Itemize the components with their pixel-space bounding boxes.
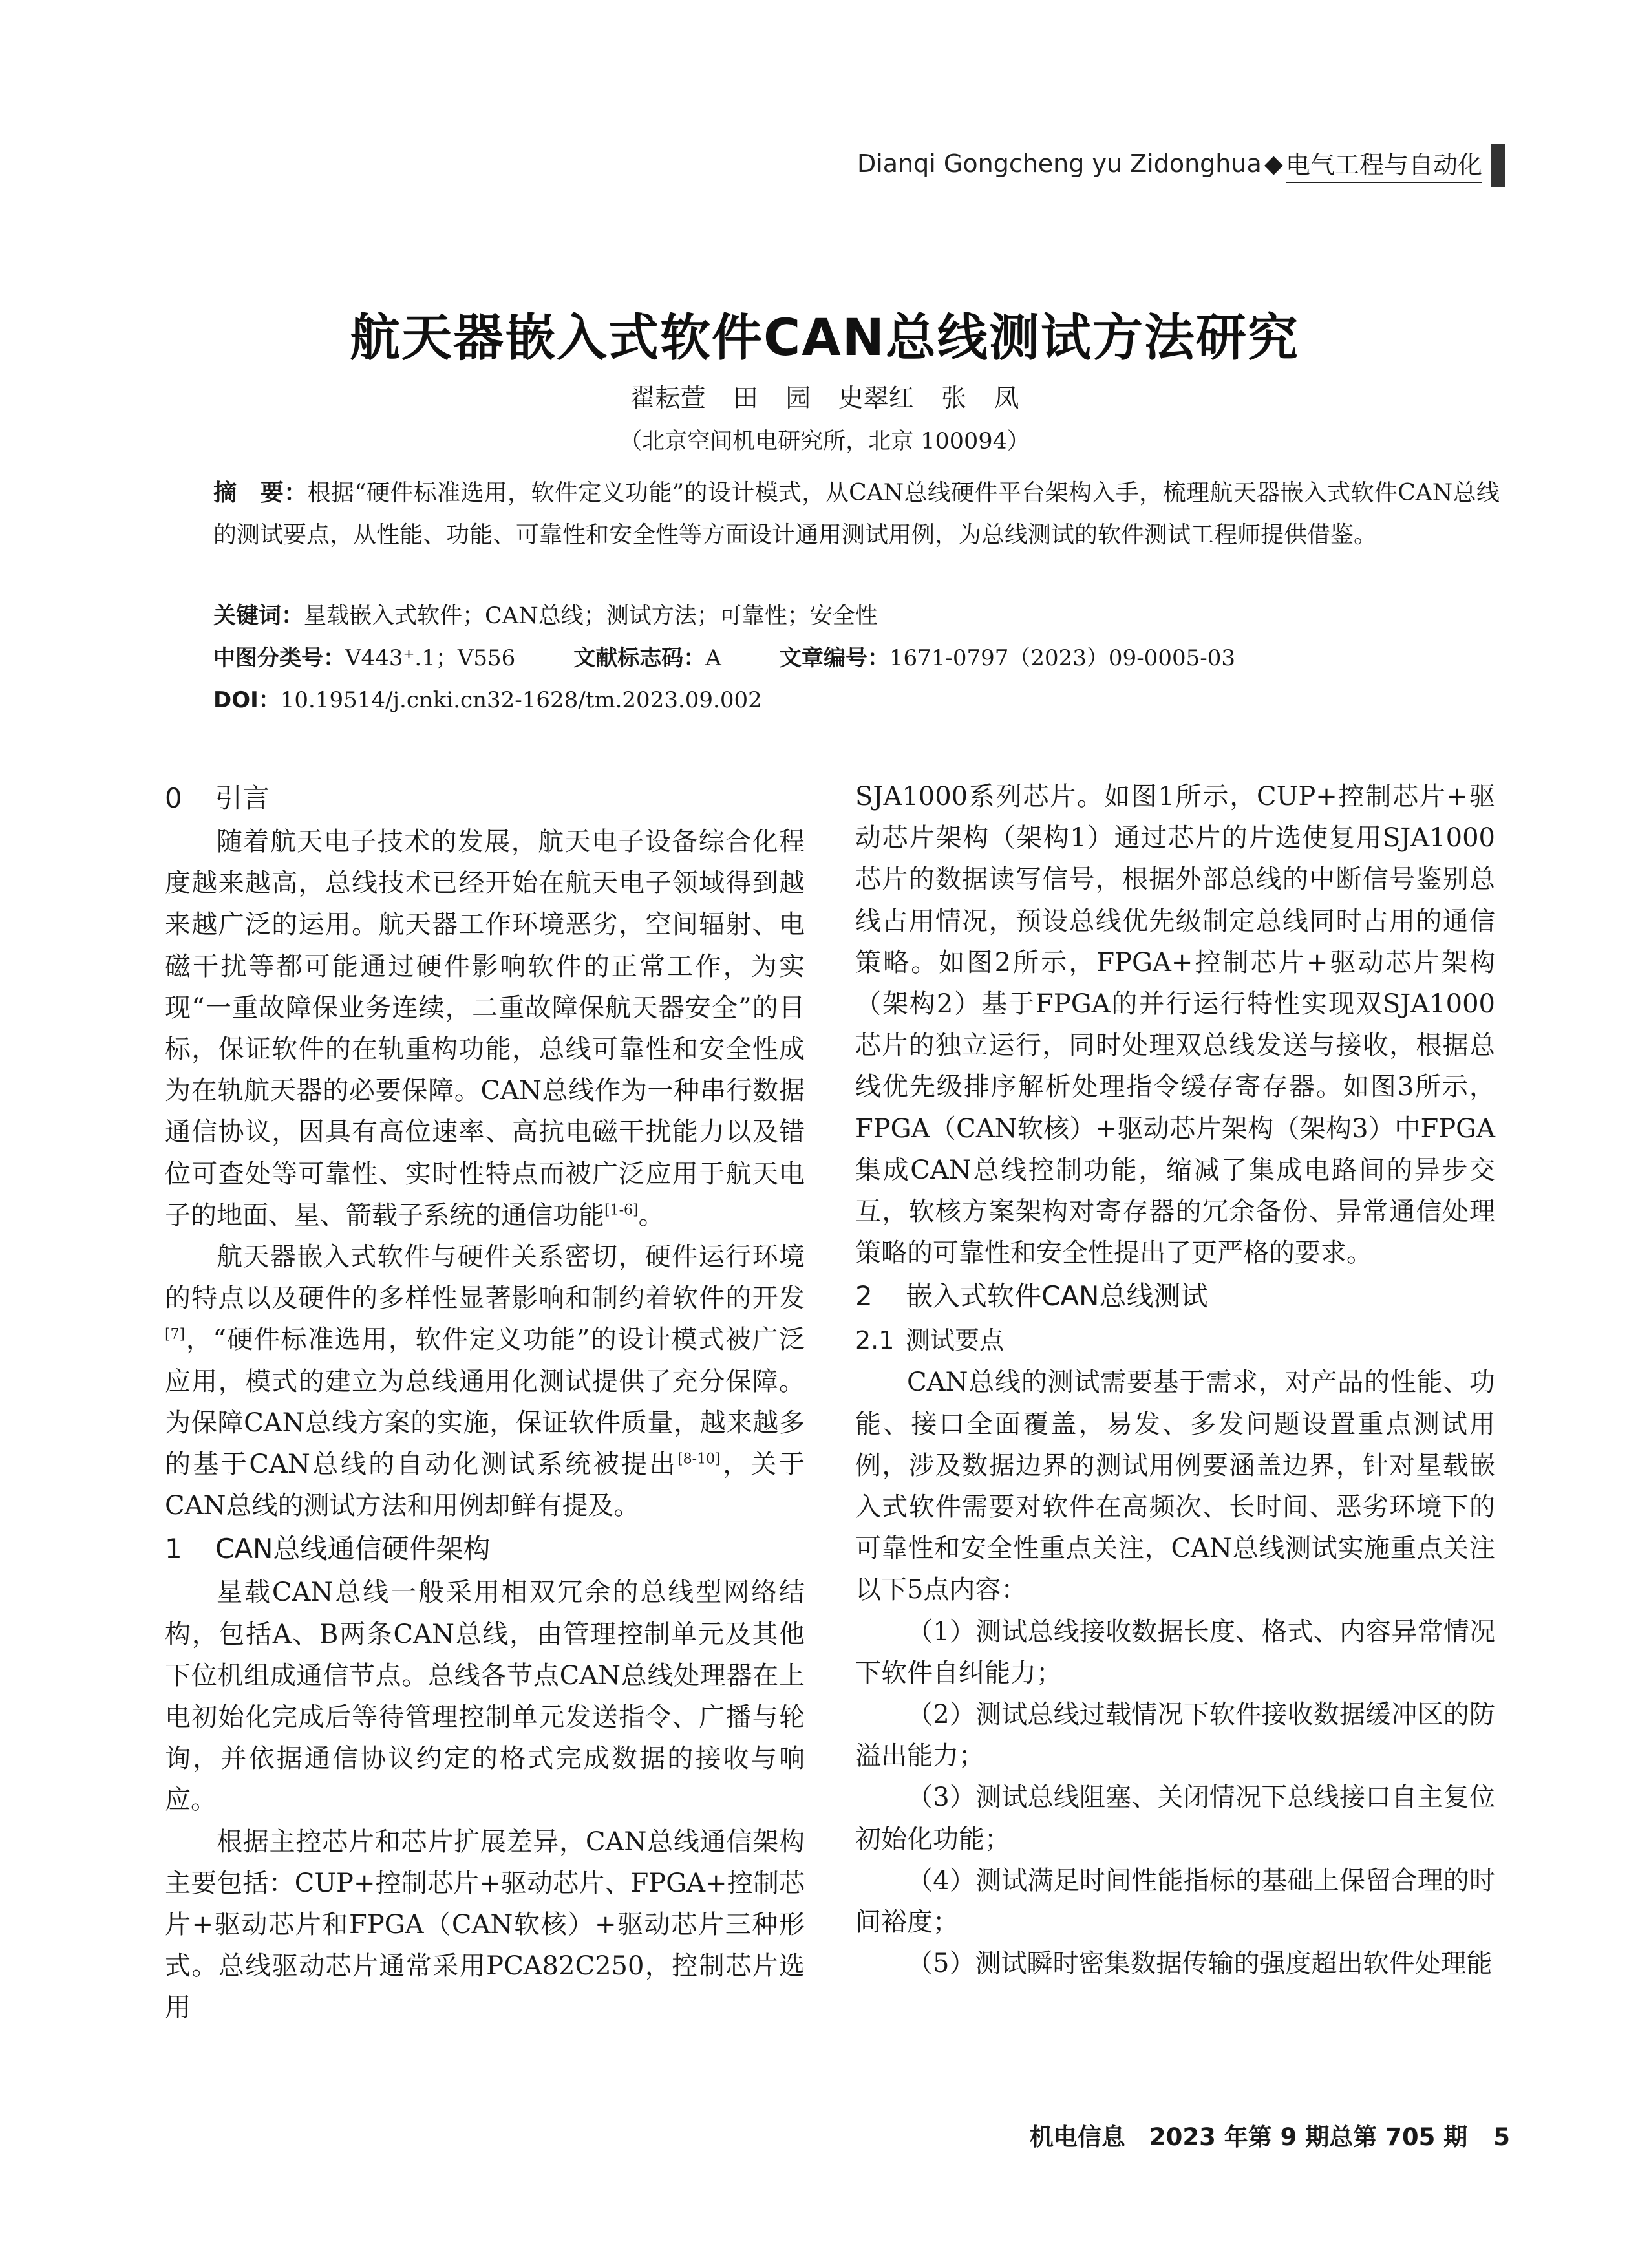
- journal-name-en: Dianqi Gongcheng yu Zidonghua: [856, 149, 1262, 178]
- paragraph-2-text-b: ，“硬件标准选用，软件定义功能”的设计模式被广泛应用，模式的建立为总线通用化测试提供了充分保障。为保障CAN总线方案的实施，保证软件质量，越来越多的基于CAN总线的自动化测试系统被提出: [165, 1325, 805, 1480]
- list-item: （4）测试满足时间性能指标的基础上保留合理的时间裕度；: [855, 1865, 1495, 1938]
- abstract-text: 根据“硬件标准选用，软件定义功能”的设计模式，从CAN总线硬件平台架构入手，梳理航天器嵌入式软件CAN总线的测试要点，从性能、功能、可靠性和安全性等方面设计通用测试用例，为总线测试的软件测试工程师提供借鉴。: [213, 480, 1500, 548]
- section-2-number: 2: [855, 1280, 873, 1312]
- page-footer: [1030, 2117, 1510, 2152]
- header-bar-decoration: [1491, 144, 1505, 187]
- clc-label: 中图分类号：: [213, 645, 345, 671]
- doi-label: DOI：: [213, 687, 281, 713]
- classification-line: [213, 640, 1500, 672]
- paragraph-5: SJA1000系列芯片。如图1所示，CUP+控制芯片+驱动芯片架构（架构1）通过芯片的片选使复用SJA1000芯片的数据读写信号，根据外部总线的中断信号鉴别总线占用情况，预设总线优先级制定总线同时占用的通信策略。如图2所示，FPGA+控制芯片+驱动芯片架构（架构2）基于FPGA的并行运行特性实现双SJA1000芯片的独立运行，同时处理双总线发送与接收，根据总线优先级排序解析处理指令缓存寄存器。如图3所示，FPGA（CAN软核）+驱动芯片架构（架构3）中FPGA集成CAN总线控制功能，缩减了集成电路间的异步交互，软核方案架构对寄存器的冗余备份、异常通信处理策略的可靠性和安全性提出了更严格的要求。: [855, 782, 1495, 1268]
- doccode-label: 文献标志码：: [573, 645, 706, 671]
- paragraph-1-end: 。: [638, 1200, 665, 1230]
- citation-ref: [7]: [165, 1327, 186, 1343]
- right-column: [855, 776, 1495, 1984]
- section-0-title: 引言: [215, 782, 270, 814]
- paragraph-1-text: 随着航天电子技术的发展，航天电子设备综合化程度越来越高，总线技术已经开始在航天电子领域得到越来越广泛的运用。航天器工作环境恶劣，空间辐射、电磁干扰等都可能通过硬件影响软件的正常工作，为实现“一重故障保业务连续，二重故障保航天器安全”的目标，保证软件的在轨重构功能，总线可靠性和安全性成为在轨航天器的必要保障。CAN总线作为一种串行数据通信协议，因具有高位速率、高抗电磁干扰能力以及错位可查处等可靠性、实时性特点而被广泛应用于航天电子的地面、星、箭载子系统的通信功能: [165, 827, 805, 1230]
- article-authors: 翟耘萱 田 园 史翠红 张 凤: [630, 384, 1019, 413]
- keywords-label: 关键词：: [213, 603, 304, 629]
- paragraph-3: 星载CAN总线一般采用相双冗余的总线型网络结构，包括A、B两条CAN总线，由管理控制单元及其他下位机组成通信节点。总线各节点CAN总线处理器在上电初始化完成后等待管理控制单元发送指令、广播与轮询，并依据通信协议约定的格式完成数据的接收与响应。: [165, 1578, 805, 1815]
- article-affiliation: （北京空间机电研究所，北京 100094）: [619, 429, 1030, 455]
- articleno-label: 文章编号：: [779, 645, 889, 671]
- paragraph-6: CAN总线的测试需要基于需求，对产品的性能、功能、接口全面覆盖，易发、多发问题设置重点测试用例，涉及数据边界的测试用例要涵盖边界，针对星载嵌入式软件需要对软件在高频次、长时间、恶劣环境下的可靠性和安全性重点关注，CAN总线测试实施重点关注以下5点内容：: [855, 1367, 1495, 1605]
- abstract-label: 摘 要：: [213, 480, 308, 506]
- doccode-value: A: [705, 645, 721, 671]
- abstract: [213, 472, 1500, 556]
- article-title: 航天器嵌入式软件CAN总线测试方法研究: [350, 309, 1299, 367]
- section-2-1-title: 测试要点: [906, 1326, 1005, 1355]
- running-header: [857, 141, 1482, 186]
- section-1-number: 1: [165, 1533, 182, 1565]
- section-0-number: 0: [165, 782, 182, 814]
- section-2-1-heading: [855, 1319, 1495, 1362]
- paragraph-4: 根据主控芯片和芯片扩展差异，CAN总线通信架构主要包括：CUP+控制芯片+驱动芯片、FPGA+控制芯片+驱动芯片和FPGA（CAN软核）+驱动芯片三种形式。总线驱动芯片通常采用PCA82C250，控制芯片选用: [165, 1826, 805, 2023]
- paragraph-2-text-c: ，关于CAN总线的测试方法和用例却鲜有提及。: [165, 1450, 805, 1521]
- clc-value: V443⁺.1；V556: [345, 645, 516, 671]
- paragraph-2-text-a: 航天器嵌入式软件与硬件关系密切，硬件运行环境的特点以及硬件的多样性显著影响和制约着软件的开发: [165, 1242, 805, 1314]
- keywords: [213, 598, 1500, 630]
- paragraph-1: [165, 821, 805, 1236]
- doi-line: [213, 682, 1500, 714]
- diamond-separator-icon: ◆: [1264, 149, 1283, 178]
- doi-value: 10.19514/j.cnki.cn32-1628/tm.2023.09.002: [280, 687, 762, 713]
- citation-ref: [8-10]: [677, 1451, 721, 1468]
- page-number: 5: [1493, 2123, 1510, 2151]
- list-item: （1）测试总线接收数据长度、格式、内容异常情况下软件自纠能力；: [855, 1616, 1495, 1688]
- articleno-value: 1671-0797（2023）09-0005-03: [889, 645, 1235, 671]
- left-column: [165, 776, 805, 2029]
- section-2-heading: [855, 1274, 1495, 1319]
- section-0-heading: [165, 776, 805, 821]
- list-item: （3）测试总线阻塞、关闭情况下总线接口自主复位初始化功能；: [855, 1782, 1495, 1854]
- list-item: （2）测试总线过载情况下软件接收数据缓冲区的防溢出能力；: [855, 1700, 1495, 1771]
- section-2-1-number: 2.1: [855, 1326, 895, 1355]
- list-item: （5）测试瞬时密集数据传输的强度超出软件处理能: [907, 1949, 1493, 1979]
- footer-journal: 机电信息 2023 年第 9 期总第 705 期: [1029, 2123, 1468, 2151]
- section-1-title: CAN总线通信硬件架构: [215, 1533, 491, 1565]
- paragraph-2: [165, 1236, 805, 1526]
- section-2-title: 嵌入式软件CAN总线测试: [906, 1280, 1208, 1312]
- citation-ref: [1-6]: [604, 1202, 639, 1219]
- keywords-text: 星载嵌入式软件；CAN总线；测试方法；可靠性；安全性: [304, 603, 878, 629]
- section-1-heading: [165, 1526, 805, 1572]
- journal-name-cn: 电气工程与自动化: [1286, 145, 1482, 183]
